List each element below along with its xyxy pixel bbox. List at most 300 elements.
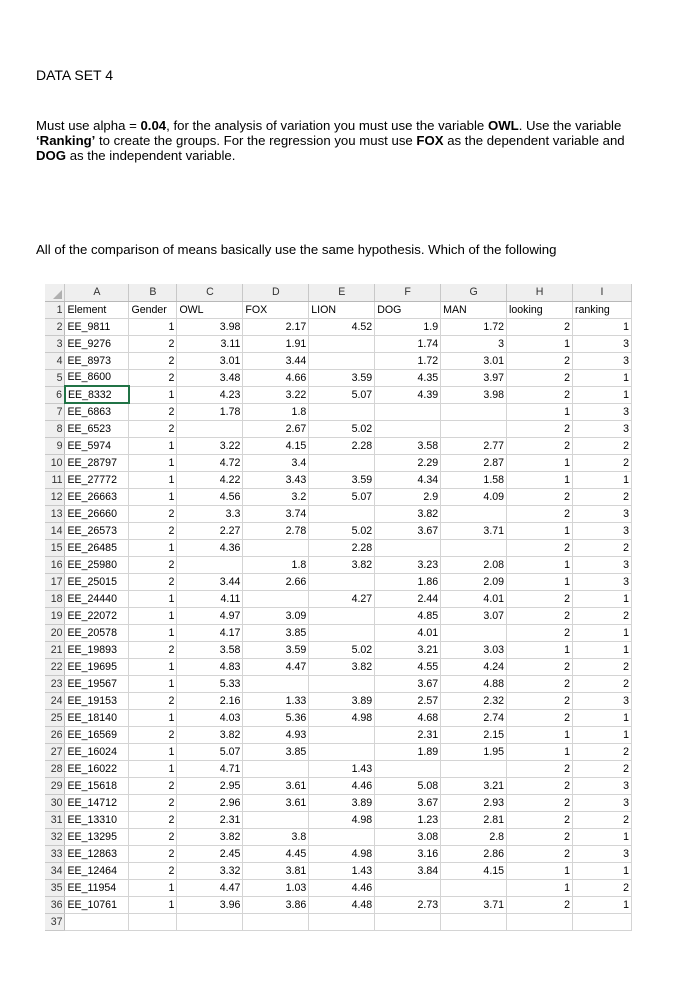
table-cell[interactable]: 3.01	[177, 352, 243, 369]
table-cell[interactable]	[243, 760, 309, 777]
table-cell[interactable]: 3.21	[441, 777, 507, 794]
column-header-f[interactable]: F	[375, 284, 441, 301]
table-cell[interactable]: 3.82	[375, 505, 441, 522]
table-cell[interactable]: 1	[507, 743, 573, 760]
table-cell[interactable]: 3	[441, 335, 507, 352]
table-cell[interactable]: 2	[507, 369, 573, 386]
table-cell[interactable]: EE_28797	[65, 454, 129, 471]
table-cell[interactable]: 3.48	[177, 369, 243, 386]
table-cell[interactable]: EE_10761	[65, 896, 129, 913]
table-cell[interactable]: EE_8332	[65, 386, 129, 403]
table-cell[interactable]: 1.95	[441, 743, 507, 760]
table-cell[interactable]: 4.55	[375, 658, 441, 675]
table-cell[interactable]: 1	[507, 862, 573, 879]
table-cell[interactable]: 1	[129, 539, 177, 556]
table-cell[interactable]: 2.08	[441, 556, 507, 573]
table-cell[interactable]	[441, 624, 507, 641]
table-cell[interactable]: 3	[572, 420, 631, 437]
table-cell[interactable]: 3.84	[375, 862, 441, 879]
table-cell[interactable]: EE_11954	[65, 879, 129, 896]
table-cell[interactable]: 3.71	[441, 896, 507, 913]
table-cell[interactable]: EE_26573	[65, 522, 129, 539]
table-cell[interactable]: 3.82	[309, 556, 375, 573]
table-cell[interactable]: 2	[129, 505, 177, 522]
table-cell[interactable]: 4.48	[309, 896, 375, 913]
table-cell[interactable]: 2.77	[441, 437, 507, 454]
table-cell[interactable]	[375, 913, 441, 930]
row-header[interactable]: 9	[45, 437, 65, 454]
table-cell[interactable]: 3.82	[177, 828, 243, 845]
table-cell[interactable]: 3.71	[441, 522, 507, 539]
column-header-a[interactable]: A	[65, 284, 129, 301]
table-cell[interactable]: 2	[507, 352, 573, 369]
table-cell[interactable]: 3.67	[375, 675, 441, 692]
row-header[interactable]: 23	[45, 675, 65, 692]
row-header[interactable]: 12	[45, 488, 65, 505]
table-cell[interactable]: EE_19153	[65, 692, 129, 709]
row-header[interactable]: 11	[45, 471, 65, 488]
table-cell[interactable]: 1	[507, 471, 573, 488]
table-cell[interactable]: 2	[129, 845, 177, 862]
table-cell[interactable]: 4.23	[177, 386, 243, 403]
table-cell[interactable]: 1	[129, 437, 177, 454]
table-cell[interactable]: 1.8	[243, 556, 309, 573]
table-cell[interactable]	[309, 726, 375, 743]
table-cell[interactable]: 3.85	[243, 743, 309, 760]
table-cell[interactable]: 2.73	[375, 896, 441, 913]
header-cell[interactable]: LION	[309, 301, 375, 318]
table-cell[interactable]: 2	[129, 403, 177, 420]
table-cell[interactable]	[572, 913, 631, 930]
table-cell[interactable]: 3.09	[243, 607, 309, 624]
table-cell[interactable]: 2.44	[375, 590, 441, 607]
table-cell[interactable]: 3	[572, 692, 631, 709]
row-header[interactable]: 28	[45, 760, 65, 777]
table-cell[interactable]: EE_19695	[65, 658, 129, 675]
table-cell[interactable]: EE_5974	[65, 437, 129, 454]
row-header[interactable]: 6	[45, 386, 65, 403]
table-cell[interactable]: 5.08	[375, 777, 441, 794]
table-cell[interactable]: 1.58	[441, 471, 507, 488]
table-cell[interactable]: 2	[572, 760, 631, 777]
table-cell[interactable]: 2.87	[441, 454, 507, 471]
table-cell[interactable]: 2.95	[177, 777, 243, 794]
table-cell[interactable]: 2	[507, 437, 573, 454]
row-header[interactable]: 8	[45, 420, 65, 437]
table-cell[interactable]: 4.15	[243, 437, 309, 454]
table-cell[interactable]	[441, 403, 507, 420]
table-cell[interactable]: 2.93	[441, 794, 507, 811]
table-cell[interactable]: 1	[507, 573, 573, 590]
table-cell[interactable]	[309, 828, 375, 845]
table-cell[interactable]: 1	[572, 624, 631, 641]
table-cell[interactable]: 2	[129, 352, 177, 369]
column-header-h[interactable]: H	[507, 284, 573, 301]
table-cell[interactable]	[177, 913, 243, 930]
table-cell[interactable]: 5.36	[243, 709, 309, 726]
table-cell[interactable]: 4.72	[177, 454, 243, 471]
table-cell[interactable]: 4.83	[177, 658, 243, 675]
row-header[interactable]: 16	[45, 556, 65, 573]
table-cell[interactable]: 2	[507, 828, 573, 845]
table-cell[interactable]: 1	[572, 590, 631, 607]
table-cell[interactable]: 4.85	[375, 607, 441, 624]
table-cell[interactable]: 4.45	[243, 845, 309, 862]
table-cell[interactable]: 1.78	[177, 403, 243, 420]
table-cell[interactable]: 2	[507, 488, 573, 505]
table-cell[interactable]: 5.07	[309, 386, 375, 403]
table-cell[interactable]	[129, 913, 177, 930]
table-cell[interactable]: 3.81	[243, 862, 309, 879]
table-cell[interactable]: EE_18140	[65, 709, 129, 726]
table-cell[interactable]: 3.59	[309, 369, 375, 386]
table-cell[interactable]	[65, 913, 129, 930]
spreadsheet[interactable]	[45, 284, 632, 955]
table-cell[interactable]: 2.66	[243, 573, 309, 590]
table-cell[interactable]: 2.78	[243, 522, 309, 539]
table-cell[interactable]	[243, 913, 309, 930]
table-cell[interactable]: 3.2	[243, 488, 309, 505]
row-header[interactable]: 10	[45, 454, 65, 471]
table-cell[interactable]: 4.56	[177, 488, 243, 505]
table-cell[interactable]: EE_14712	[65, 794, 129, 811]
table-cell[interactable]: 2	[507, 624, 573, 641]
table-cell[interactable]: 3	[572, 794, 631, 811]
table-cell[interactable]: 2	[507, 607, 573, 624]
table-cell[interactable]: 4.88	[441, 675, 507, 692]
table-cell[interactable]: 2.81	[441, 811, 507, 828]
table-cell[interactable]: 2	[507, 896, 573, 913]
table-cell[interactable]: EE_12863	[65, 845, 129, 862]
table-cell[interactable]: 4.97	[177, 607, 243, 624]
table-cell[interactable]: 2	[507, 318, 573, 335]
table-cell[interactable]: 1	[572, 828, 631, 845]
table-cell[interactable]	[309, 913, 375, 930]
table-cell[interactable]: EE_20578	[65, 624, 129, 641]
table-cell[interactable]: 2	[129, 573, 177, 590]
table-cell[interactable]: 1	[507, 403, 573, 420]
table-cell[interactable]: 1	[507, 454, 573, 471]
row-header[interactable]: 15	[45, 539, 65, 556]
table-cell[interactable]: 2.31	[375, 726, 441, 743]
table-cell[interactable]: 2	[129, 420, 177, 437]
table-cell[interactable]: 3	[572, 505, 631, 522]
table-cell[interactable]: 2.29	[375, 454, 441, 471]
table-cell[interactable]: 4.93	[243, 726, 309, 743]
table-cell[interactable]	[243, 675, 309, 692]
table-cell[interactable]	[243, 539, 309, 556]
table-cell[interactable]: 3.58	[375, 437, 441, 454]
row-header[interactable]: 17	[45, 573, 65, 590]
table-cell[interactable]: 2	[572, 488, 631, 505]
table-cell[interactable]: 1	[572, 386, 631, 403]
table-cell[interactable]: 1	[129, 471, 177, 488]
table-cell[interactable]: 1	[129, 743, 177, 760]
table-cell[interactable]: 3.43	[243, 471, 309, 488]
table-cell[interactable]: 3.89	[309, 692, 375, 709]
table-cell[interactable]: EE_12464	[65, 862, 129, 879]
table-cell[interactable]	[309, 352, 375, 369]
table-cell[interactable]: 1.8	[243, 403, 309, 420]
table-cell[interactable]: 2.09	[441, 573, 507, 590]
table-cell[interactable]: 2	[572, 454, 631, 471]
table-cell[interactable]: 2.86	[441, 845, 507, 862]
table-cell[interactable]	[441, 913, 507, 930]
row-header[interactable]: 29	[45, 777, 65, 794]
table-cell[interactable]: 4.22	[177, 471, 243, 488]
table-cell[interactable]: 1	[129, 318, 177, 335]
table-cell[interactable]: 4.46	[309, 777, 375, 794]
table-cell[interactable]: 4.17	[177, 624, 243, 641]
table-cell[interactable]: 1.9	[375, 318, 441, 335]
table-cell[interactable]: 2.27	[177, 522, 243, 539]
table-cell[interactable]: 2.96	[177, 794, 243, 811]
table-cell[interactable]: 2	[572, 437, 631, 454]
table-cell[interactable]: 3	[572, 777, 631, 794]
table-cell[interactable]	[309, 403, 375, 420]
table-cell[interactable]	[309, 335, 375, 352]
table-cell[interactable]: 3	[572, 335, 631, 352]
table-cell[interactable]: 3.8	[243, 828, 309, 845]
row-header[interactable]: 31	[45, 811, 65, 828]
table-cell[interactable]: 1	[129, 675, 177, 692]
table-cell[interactable]: 5.02	[309, 522, 375, 539]
table-cell[interactable]: 1	[572, 726, 631, 743]
row-header[interactable]: 14	[45, 522, 65, 539]
table-cell[interactable]: 3.3	[177, 505, 243, 522]
table-cell[interactable]: 1.72	[375, 352, 441, 369]
table-cell[interactable]: 4.39	[375, 386, 441, 403]
row-header[interactable]: 5	[45, 369, 65, 386]
table-cell[interactable]: 3.4	[243, 454, 309, 471]
table-cell[interactable]: 1.43	[309, 760, 375, 777]
table-cell[interactable]: 3	[572, 352, 631, 369]
table-cell[interactable]: EE_22072	[65, 607, 129, 624]
table-cell[interactable]: 5.02	[309, 641, 375, 658]
table-cell[interactable]: 1	[129, 709, 177, 726]
table-cell[interactable]: 3.67	[375, 794, 441, 811]
table-cell[interactable]: 3.82	[177, 726, 243, 743]
table-cell[interactable]: 4.98	[309, 811, 375, 828]
header-cell[interactable]: DOG	[375, 301, 441, 318]
table-cell[interactable]: 3.22	[243, 386, 309, 403]
table-cell[interactable]: 4.01	[441, 590, 507, 607]
table-cell[interactable]: 1.43	[309, 862, 375, 879]
table-cell[interactable]: 1	[507, 556, 573, 573]
table-cell[interactable]: 2.8	[441, 828, 507, 845]
table-cell[interactable]: EE_15618	[65, 777, 129, 794]
table-cell[interactable]: 2	[572, 658, 631, 675]
table-cell[interactable]: 1	[572, 896, 631, 913]
table-cell[interactable]: 3	[572, 403, 631, 420]
table-cell[interactable]	[375, 403, 441, 420]
table-cell[interactable]: 2	[572, 607, 631, 624]
table-cell[interactable]: 1	[129, 896, 177, 913]
table-cell[interactable]: 4.46	[309, 879, 375, 896]
row-header[interactable]: 26	[45, 726, 65, 743]
table-cell[interactable]	[441, 760, 507, 777]
table-cell[interactable]: 2	[507, 539, 573, 556]
row-header[interactable]: 30	[45, 794, 65, 811]
table-cell[interactable]: EE_9811	[65, 318, 129, 335]
table-cell[interactable]: 2.17	[243, 318, 309, 335]
table-cell[interactable]: 1	[507, 726, 573, 743]
table-cell[interactable]: 2	[572, 879, 631, 896]
table-cell[interactable]: 5.07	[177, 743, 243, 760]
table-cell[interactable]: 4.03	[177, 709, 243, 726]
table-cell[interactable]	[375, 879, 441, 896]
table-cell[interactable]: 1	[129, 760, 177, 777]
table-cell[interactable]: 2	[507, 675, 573, 692]
table-cell[interactable]	[309, 607, 375, 624]
table-cell[interactable]: 2	[507, 692, 573, 709]
table-cell[interactable]	[441, 505, 507, 522]
table-cell[interactable]: 2.28	[309, 539, 375, 556]
table-cell[interactable]: EE_27772	[65, 471, 129, 488]
table-cell[interactable]: 2.16	[177, 692, 243, 709]
table-cell[interactable]: 3.98	[441, 386, 507, 403]
table-cell[interactable]: 2	[129, 692, 177, 709]
table-cell[interactable]: 2.31	[177, 811, 243, 828]
header-cell[interactable]: MAN	[441, 301, 507, 318]
column-header-g[interactable]: G	[441, 284, 507, 301]
table-cell[interactable]: 3.07	[441, 607, 507, 624]
table-cell[interactable]: 3	[572, 556, 631, 573]
table-cell[interactable]: 3.21	[375, 641, 441, 658]
table-cell[interactable]: EE_26660	[65, 505, 129, 522]
table-cell[interactable]: 2	[507, 845, 573, 862]
table-cell[interactable]: 3.61	[243, 794, 309, 811]
table-cell[interactable]: 3.89	[309, 794, 375, 811]
table-cell[interactable]: 2	[572, 811, 631, 828]
table-cell[interactable]: 3.44	[177, 573, 243, 590]
table-cell[interactable]: 1.33	[243, 692, 309, 709]
row-header[interactable]: 4	[45, 352, 65, 369]
table-cell[interactable]	[309, 454, 375, 471]
row-header[interactable]: 24	[45, 692, 65, 709]
table-cell[interactable]: 1	[572, 369, 631, 386]
table-cell[interactable]: 2	[507, 811, 573, 828]
table-cell[interactable]: EE_6863	[65, 403, 129, 420]
table-cell[interactable]: 3.22	[177, 437, 243, 454]
table-cell[interactable]: 4.15	[441, 862, 507, 879]
header-cell[interactable]: Gender	[129, 301, 177, 318]
table-cell[interactable]: 4.27	[309, 590, 375, 607]
table-cell[interactable]	[441, 879, 507, 896]
table-cell[interactable]: 4.68	[375, 709, 441, 726]
table-cell[interactable]: 2	[507, 590, 573, 607]
table-cell[interactable]: 1.91	[243, 335, 309, 352]
row-header[interactable]: 32	[45, 828, 65, 845]
table-cell[interactable]: 4.47	[177, 879, 243, 896]
table-cell[interactable]	[375, 760, 441, 777]
table-cell[interactable]: EE_16022	[65, 760, 129, 777]
row-header[interactable]: 36	[45, 896, 65, 913]
table-cell[interactable]: 3.23	[375, 556, 441, 573]
row-header[interactable]: 18	[45, 590, 65, 607]
header-cell[interactable]: Element	[65, 301, 129, 318]
table-cell[interactable]: 1	[572, 318, 631, 335]
table-cell[interactable]: 5.02	[309, 420, 375, 437]
table-cell[interactable]: 2	[507, 658, 573, 675]
table-cell[interactable]	[309, 573, 375, 590]
row-header[interactable]: 35	[45, 879, 65, 896]
table-cell[interactable]: EE_13310	[65, 811, 129, 828]
table-cell[interactable]	[375, 539, 441, 556]
table-cell[interactable]: 4.11	[177, 590, 243, 607]
table-cell[interactable]: 2	[507, 709, 573, 726]
table-cell[interactable]: 4.98	[309, 709, 375, 726]
table-cell[interactable]: 1	[507, 335, 573, 352]
table-cell[interactable]: 1	[129, 879, 177, 896]
table-cell[interactable]: EE_16024	[65, 743, 129, 760]
table-cell[interactable]: 4.66	[243, 369, 309, 386]
table-cell[interactable]: 4.24	[441, 658, 507, 675]
table-cell[interactable]: 3.32	[177, 862, 243, 879]
table-cell[interactable]: EE_19893	[65, 641, 129, 658]
table-cell[interactable]	[309, 624, 375, 641]
table-cell[interactable]: 1	[129, 624, 177, 641]
table-cell[interactable]: EE_19567	[65, 675, 129, 692]
table-cell[interactable]: EE_16569	[65, 726, 129, 743]
table-cell[interactable]: 3.85	[243, 624, 309, 641]
table-cell[interactable]: 2	[507, 420, 573, 437]
table-cell[interactable]: 3.82	[309, 658, 375, 675]
table-cell[interactable]: 2.74	[441, 709, 507, 726]
table-cell[interactable]: 1	[572, 709, 631, 726]
table-cell[interactable]: 1	[507, 879, 573, 896]
table-cell[interactable]: 1	[129, 607, 177, 624]
table-cell[interactable]: EE_26485	[65, 539, 129, 556]
table-cell[interactable]: 2	[507, 386, 573, 403]
table-cell[interactable]: 2.45	[177, 845, 243, 862]
header-cell[interactable]: OWL	[177, 301, 243, 318]
table-cell[interactable]: 2.15	[441, 726, 507, 743]
table-cell[interactable]: 2	[129, 828, 177, 845]
table-cell[interactable]: 2	[507, 777, 573, 794]
table-cell[interactable]: 4.36	[177, 539, 243, 556]
row-header[interactable]: 33	[45, 845, 65, 862]
table-cell[interactable]: 3.97	[441, 369, 507, 386]
table-cell[interactable]: 2	[129, 811, 177, 828]
table-cell[interactable]: 2	[572, 539, 631, 556]
table-cell[interactable]: 3.16	[375, 845, 441, 862]
row-header[interactable]: 20	[45, 624, 65, 641]
row-header[interactable]: 1	[45, 301, 65, 318]
table-cell[interactable]: EE_24440	[65, 590, 129, 607]
column-header-i[interactable]: I	[572, 284, 631, 301]
table-cell[interactable]: 1.74	[375, 335, 441, 352]
column-header-b[interactable]: B	[129, 284, 177, 301]
table-cell[interactable]: 4.52	[309, 318, 375, 335]
table-cell[interactable]: 2.28	[309, 437, 375, 454]
row-header[interactable]: 19	[45, 607, 65, 624]
table-cell[interactable]: 1	[572, 862, 631, 879]
table-cell[interactable]: 2	[129, 335, 177, 352]
column-header-d[interactable]: D	[243, 284, 309, 301]
table-cell[interactable]: 3.67	[375, 522, 441, 539]
table-cell[interactable]: EE_13295	[65, 828, 129, 845]
table-cell[interactable]: 3.74	[243, 505, 309, 522]
table-cell[interactable]: 2	[572, 675, 631, 692]
table-cell[interactable]: 2	[507, 505, 573, 522]
table-cell[interactable]	[309, 675, 375, 692]
table-cell[interactable]: 2.67	[243, 420, 309, 437]
table-cell[interactable]	[309, 743, 375, 760]
table-cell[interactable]	[309, 505, 375, 522]
table-cell[interactable]: 3	[572, 522, 631, 539]
table-cell[interactable]: 3.11	[177, 335, 243, 352]
